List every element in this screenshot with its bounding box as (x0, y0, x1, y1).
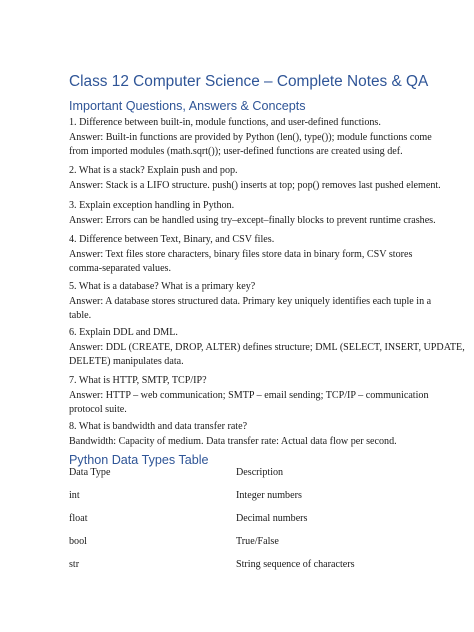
table-cell: Integer numbers (236, 490, 302, 501)
qa-block-7 (69, 374, 429, 418)
table-cell: float (69, 513, 88, 524)
table-cell: str (69, 559, 80, 570)
qa-line: 6. Explain DDL and DML. (69, 327, 178, 338)
qa-line: 7. What is HTTP, SMTP, TCP/IP? (69, 375, 207, 386)
qa-line: Answer: Errors can be handled using try–except–finally blocks to prevent runtime crashes. (69, 214, 436, 226)
qa-line: comma-separated values. (69, 263, 172, 274)
qa-line: 2. What is a stack? Explain push and pop. (69, 165, 238, 176)
qa-line: DELETE) manipulates data. (69, 356, 184, 367)
qa-line: table. (69, 310, 92, 321)
table-header-cell: Data Type (69, 467, 111, 478)
qa-line: 1. Difference between built-in, module functions, and user-defined functions. (69, 117, 381, 128)
qa-line: Answer: A database stores structured data. Primary key uniquely identifies each tuple in a (69, 295, 432, 307)
qa-block-8 (69, 420, 414, 449)
section-heading-table: Python Data Types Table (69, 453, 209, 467)
section-heading-qa: Important Questions, Answers & Concepts (69, 99, 306, 113)
qa-line: 5. What is a database? What is a primary key? (69, 281, 256, 292)
data-types-table (69, 466, 414, 581)
qa-line: 3. Explain exception handling in Python. (69, 200, 235, 211)
table-row (69, 535, 414, 558)
table-cell: int (69, 490, 80, 501)
table-header-cell: Description (236, 467, 284, 478)
page-title: Class 12 Computer Science – Complete Notes & QA (69, 73, 429, 90)
qa-block-4 (69, 233, 414, 277)
qa-line: 4. Difference between Text, Binary, and CSV files. (69, 234, 275, 245)
table-row (69, 512, 414, 535)
table-cell: True/False (236, 536, 279, 547)
table-header-row (69, 466, 414, 489)
qa-line: Answer: Built-in functions are provided by Python (len(), type()); module functions come (69, 131, 432, 143)
qa-line: Answer: Text files store characters, binary files store data in binary form, CSV stores (69, 248, 413, 260)
table-cell: Decimal numbers (236, 513, 308, 524)
qa-line: from imported modules (math.sqrt()); user-defined functions are created using def. (69, 146, 403, 157)
qa-block-2 (69, 164, 441, 193)
qa-block-3 (69, 199, 436, 228)
qa-block-5 (69, 280, 432, 324)
qa-line: protocol suite. (69, 404, 127, 415)
qa-line: Answer: DDL (CREATE, DROP, ALTER) defines structure; DML (SELECT, INSERT, UPDATE, (69, 341, 465, 353)
qa-line: Answer: Stack is a LIFO structure. push() inserts at top; pop() removes last pushed element. (69, 179, 441, 191)
qa-block-6 (69, 326, 465, 370)
qa-line: Answer: HTTP – web communication; SMTP – email sending; TCP/IP – communication (69, 389, 429, 401)
qa-block-1 (69, 116, 432, 160)
qa-line: 8. What is bandwidth and data transfer rate? (69, 421, 248, 432)
table-cell: String sequence of characters (236, 559, 355, 570)
qa-line: Bandwidth: Capacity of medium. Data transfer rate: Actual data flow per second. (69, 435, 397, 447)
table-row (69, 489, 414, 512)
table-row (69, 558, 414, 581)
table-cell: bool (69, 536, 87, 547)
